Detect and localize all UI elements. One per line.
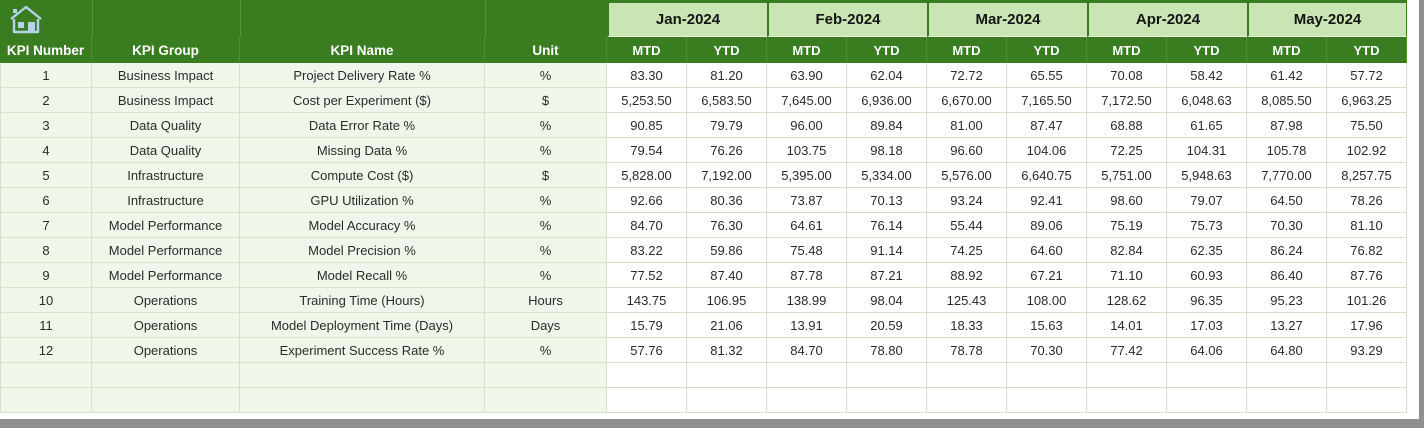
column-header-ytd[interactable]: YTD xyxy=(1167,37,1247,63)
column-header-mtd[interactable]: MTD xyxy=(927,37,1007,63)
empty-cell[interactable] xyxy=(485,363,607,388)
empty-cell[interactable] xyxy=(687,388,767,413)
value-cell[interactable]: 138.99 xyxy=(767,288,847,313)
value-cell[interactable]: 14.01 xyxy=(1087,313,1167,338)
value-cell[interactable]: 76.14 xyxy=(847,213,927,238)
value-cell[interactable]: 79.07 xyxy=(1167,188,1247,213)
value-cell[interactable]: 98.60 xyxy=(1087,188,1167,213)
unit-cell[interactable]: $ xyxy=(485,163,607,188)
value-cell[interactable]: 72.25 xyxy=(1087,138,1167,163)
value-cell[interactable]: 58.42 xyxy=(1167,63,1247,88)
corner-separator xyxy=(240,0,241,37)
value-cell[interactable]: 76.26 xyxy=(687,138,767,163)
unit-cell[interactable]: % xyxy=(485,238,607,263)
value-cell[interactable]: 7,645.00 xyxy=(767,88,847,113)
value-cell[interactable]: 86.40 xyxy=(1247,263,1327,288)
value-cell[interactable]: 106.95 xyxy=(687,288,767,313)
empty-cell[interactable] xyxy=(767,363,847,388)
value-cell[interactable]: 5,948.63 xyxy=(1167,163,1247,188)
empty-cell[interactable] xyxy=(92,363,240,388)
value-cell[interactable]: 96.35 xyxy=(1167,288,1247,313)
value-cell[interactable]: 143.75 xyxy=(607,288,687,313)
value-cell[interactable]: 82.84 xyxy=(1087,238,1167,263)
value-cell[interactable]: 93.24 xyxy=(927,188,1007,213)
kpi-name-cell[interactable]: Cost per Experiment ($) xyxy=(240,88,485,113)
column-header-ytd[interactable]: YTD xyxy=(1007,37,1087,63)
value-cell[interactable]: 75.73 xyxy=(1167,213,1247,238)
value-cell[interactable]: 72.72 xyxy=(927,63,1007,88)
month-header[interactable]: Jan-2024 xyxy=(607,0,767,37)
value-cell[interactable]: 81.10 xyxy=(1327,213,1407,238)
kpi-name-cell[interactable]: GPU Utilization % xyxy=(240,188,485,213)
horizontal-scrollbar[interactable] xyxy=(0,419,1424,428)
value-cell[interactable]: 61.42 xyxy=(1247,63,1327,88)
unit-cell[interactable]: % xyxy=(485,138,607,163)
column-header-mtd[interactable]: MTD xyxy=(607,37,687,63)
empty-cell[interactable] xyxy=(1167,388,1247,413)
month-header[interactable]: May-2024 xyxy=(1247,0,1407,37)
value-cell[interactable]: 13.91 xyxy=(767,313,847,338)
value-cell[interactable]: 5,334.00 xyxy=(847,163,927,188)
value-cell[interactable]: 87.78 xyxy=(767,263,847,288)
kpi-number-cell[interactable]: 3 xyxy=(0,113,92,138)
value-cell[interactable]: 5,751.00 xyxy=(1087,163,1167,188)
value-cell[interactable]: 6,963.25 xyxy=(1327,88,1407,113)
value-cell[interactable]: 90.85 xyxy=(607,113,687,138)
value-cell[interactable]: 64.61 xyxy=(767,213,847,238)
empty-cell[interactable] xyxy=(240,363,485,388)
empty-cell[interactable] xyxy=(927,388,1007,413)
value-cell[interactable]: 125.43 xyxy=(927,288,1007,313)
value-cell[interactable]: 64.50 xyxy=(1247,188,1327,213)
value-cell[interactable]: 98.04 xyxy=(847,288,927,313)
kpi-group-cell[interactable]: Operations xyxy=(92,338,240,363)
value-cell[interactable]: 87.76 xyxy=(1327,263,1407,288)
value-cell[interactable]: 65.55 xyxy=(1007,63,1087,88)
corner-separator xyxy=(485,0,486,37)
value-cell[interactable]: 5,395.00 xyxy=(767,163,847,188)
value-cell[interactable]: 6,048.63 xyxy=(1167,88,1247,113)
value-cell[interactable]: 74.25 xyxy=(927,238,1007,263)
value-cell[interactable]: 5,253.50 xyxy=(607,88,687,113)
kpi-name-cell[interactable]: Project Delivery Rate % xyxy=(240,63,485,88)
value-cell[interactable]: 5,828.00 xyxy=(607,163,687,188)
home-icon xyxy=(8,4,44,34)
kpi-group-cell[interactable]: Model Performance xyxy=(92,238,240,263)
kpi-number-cell[interactable]: 2 xyxy=(0,88,92,113)
value-cell[interactable]: 71.10 xyxy=(1087,263,1167,288)
empty-cell[interactable] xyxy=(847,388,927,413)
value-cell[interactable]: 83.22 xyxy=(607,238,687,263)
column-header-kpi-group[interactable]: KPI Group xyxy=(92,37,240,63)
empty-cell[interactable] xyxy=(0,388,92,413)
value-cell[interactable]: 70.30 xyxy=(1007,338,1087,363)
kpi-group-cell[interactable]: Operations xyxy=(92,288,240,313)
kpi-group-cell[interactable]: Data Quality xyxy=(92,138,240,163)
kpi-number-cell[interactable]: 8 xyxy=(0,238,92,263)
value-cell[interactable]: 64.80 xyxy=(1247,338,1327,363)
value-cell[interactable]: 55.44 xyxy=(927,213,1007,238)
value-cell[interactable]: 21.06 xyxy=(687,313,767,338)
value-cell[interactable]: 104.31 xyxy=(1167,138,1247,163)
value-cell[interactable]: 70.13 xyxy=(847,188,927,213)
value-cell[interactable]: 62.35 xyxy=(1167,238,1247,263)
kpi-group-cell[interactable]: Data Quality xyxy=(92,113,240,138)
column-header-ytd[interactable]: YTD xyxy=(847,37,927,63)
value-cell[interactable]: 88.92 xyxy=(927,263,1007,288)
value-cell[interactable]: 70.08 xyxy=(1087,63,1167,88)
kpi-group-cell[interactable]: Operations xyxy=(92,313,240,338)
empty-cell[interactable] xyxy=(92,388,240,413)
value-cell[interactable]: 15.79 xyxy=(607,313,687,338)
value-cell[interactable]: 67.21 xyxy=(1007,263,1087,288)
unit-cell[interactable]: Hours xyxy=(485,288,607,313)
kpi-group-cell[interactable]: Infrastructure xyxy=(92,188,240,213)
value-cell[interactable]: 96.00 xyxy=(767,113,847,138)
month-header[interactable]: Apr-2024 xyxy=(1087,0,1247,37)
value-cell[interactable]: 89.84 xyxy=(847,113,927,138)
value-cell[interactable]: 75.50 xyxy=(1327,113,1407,138)
vertical-scrollbar[interactable] xyxy=(1419,0,1424,428)
value-cell[interactable]: 64.06 xyxy=(1167,338,1247,363)
kpi-number-cell[interactable]: 9 xyxy=(0,263,92,288)
value-cell[interactable]: 81.32 xyxy=(687,338,767,363)
value-cell[interactable]: 57.76 xyxy=(607,338,687,363)
empty-cell[interactable] xyxy=(1167,363,1247,388)
value-cell[interactable]: 7,172.50 xyxy=(1087,88,1167,113)
empty-cell[interactable] xyxy=(687,363,767,388)
value-cell[interactable]: 13.27 xyxy=(1247,313,1327,338)
empty-cell[interactable] xyxy=(607,363,687,388)
kpi-number-cell[interactable]: 12 xyxy=(0,338,92,363)
value-cell[interactable]: 80.36 xyxy=(687,188,767,213)
kpi-name-cell[interactable]: Model Recall % xyxy=(240,263,485,288)
value-cell[interactable]: 95.23 xyxy=(1247,288,1327,313)
value-cell[interactable]: 96.60 xyxy=(927,138,1007,163)
empty-cell[interactable] xyxy=(607,388,687,413)
kpi-number-cell[interactable]: 6 xyxy=(0,188,92,213)
empty-cell[interactable] xyxy=(927,363,1007,388)
value-cell[interactable]: 75.19 xyxy=(1087,213,1167,238)
column-header-ytd[interactable]: YTD xyxy=(687,37,767,63)
kpi-number-cell[interactable]: 4 xyxy=(0,138,92,163)
corner-separator xyxy=(92,0,93,37)
value-cell[interactable]: 79.54 xyxy=(607,138,687,163)
value-cell[interactable]: 89.06 xyxy=(1007,213,1087,238)
empty-cell[interactable] xyxy=(1247,388,1327,413)
unit-cell[interactable]: % xyxy=(485,188,607,213)
value-cell[interactable]: 20.59 xyxy=(847,313,927,338)
unit-cell[interactable]: % xyxy=(485,113,607,138)
value-cell[interactable]: 7,165.50 xyxy=(1007,88,1087,113)
column-header-unit[interactable]: Unit xyxy=(485,37,607,63)
empty-cell[interactable] xyxy=(1087,363,1167,388)
empty-cell[interactable] xyxy=(767,388,847,413)
value-cell[interactable]: 87.47 xyxy=(1007,113,1087,138)
kpi-name-cell[interactable]: Model Deployment Time (Days) xyxy=(240,313,485,338)
empty-cell[interactable] xyxy=(240,388,485,413)
column-header-kpi-number[interactable]: KPI Number xyxy=(0,37,92,63)
column-header-mtd[interactable]: MTD xyxy=(767,37,847,63)
value-cell[interactable]: 17.96 xyxy=(1327,313,1407,338)
value-cell[interactable]: 76.82 xyxy=(1327,238,1407,263)
value-cell[interactable]: 73.87 xyxy=(767,188,847,213)
unit-cell[interactable]: $ xyxy=(485,88,607,113)
kpi-number-cell[interactable]: 1 xyxy=(0,63,92,88)
empty-cell[interactable] xyxy=(0,363,92,388)
kpi-group-cell[interactable]: Model Performance xyxy=(92,263,240,288)
value-cell[interactable]: 103.75 xyxy=(767,138,847,163)
kpi-name-cell[interactable]: Missing Data % xyxy=(240,138,485,163)
empty-cell[interactable] xyxy=(1327,388,1407,413)
kpi-group-cell[interactable]: Infrastructure xyxy=(92,163,240,188)
empty-cell[interactable] xyxy=(1007,363,1087,388)
unit-cell[interactable]: % xyxy=(485,63,607,88)
value-cell[interactable]: 108.00 xyxy=(1007,288,1087,313)
value-cell[interactable]: 101.26 xyxy=(1327,288,1407,313)
value-cell[interactable]: 92.66 xyxy=(607,188,687,213)
month-header[interactable]: Feb-2024 xyxy=(767,0,927,37)
empty-cell[interactable] xyxy=(847,363,927,388)
header-corner-block xyxy=(0,0,607,37)
kpi-name-cell[interactable]: Model Precision % xyxy=(240,238,485,263)
column-header-mtd[interactable]: MTD xyxy=(1087,37,1167,63)
value-cell[interactable]: 59.86 xyxy=(687,238,767,263)
value-cell[interactable]: 17.03 xyxy=(1167,313,1247,338)
value-cell[interactable]: 81.00 xyxy=(927,113,1007,138)
value-cell[interactable]: 84.70 xyxy=(767,338,847,363)
unit-cell[interactable]: % xyxy=(485,338,607,363)
kpi-name-cell[interactable]: Compute Cost ($) xyxy=(240,163,485,188)
value-cell[interactable]: 5,576.00 xyxy=(927,163,1007,188)
empty-cell[interactable] xyxy=(485,388,607,413)
column-header-ytd[interactable]: YTD xyxy=(1327,37,1407,63)
kpi-name-cell[interactable]: Data Error Rate % xyxy=(240,113,485,138)
empty-cell[interactable] xyxy=(1007,388,1087,413)
value-cell[interactable]: 93.29 xyxy=(1327,338,1407,363)
value-cell[interactable]: 83.30 xyxy=(607,63,687,88)
kpi-name-cell[interactable]: Experiment Success Rate % xyxy=(240,338,485,363)
value-cell[interactable]: 77.52 xyxy=(607,263,687,288)
value-cell[interactable]: 86.24 xyxy=(1247,238,1327,263)
value-cell[interactable]: 105.78 xyxy=(1247,138,1327,163)
value-cell[interactable]: 102.92 xyxy=(1327,138,1407,163)
kpi-group-cell[interactable]: Model Performance xyxy=(92,213,240,238)
value-cell[interactable]: 92.41 xyxy=(1007,188,1087,213)
value-cell[interactable]: 87.98 xyxy=(1247,113,1327,138)
value-cell[interactable]: 6,670.00 xyxy=(927,88,1007,113)
kpi-name-cell[interactable]: Model Accuracy % xyxy=(240,213,485,238)
unit-cell[interactable]: % xyxy=(485,263,607,288)
value-cell[interactable]: 78.26 xyxy=(1327,188,1407,213)
value-cell[interactable]: 61.65 xyxy=(1167,113,1247,138)
value-cell[interactable]: 63.90 xyxy=(767,63,847,88)
value-cell[interactable]: 75.48 xyxy=(767,238,847,263)
empty-cell[interactable] xyxy=(1247,363,1327,388)
home-button[interactable] xyxy=(6,3,46,35)
column-header-kpi-name[interactable]: KPI Name xyxy=(240,37,485,63)
empty-cell[interactable] xyxy=(1327,363,1407,388)
value-cell[interactable]: 15.63 xyxy=(1007,313,1087,338)
value-cell[interactable]: 104.06 xyxy=(1007,138,1087,163)
value-cell[interactable]: 6,583.50 xyxy=(687,88,767,113)
empty-cell[interactable] xyxy=(1087,388,1167,413)
value-cell[interactable]: 91.14 xyxy=(847,238,927,263)
value-cell[interactable]: 8,085.50 xyxy=(1247,88,1327,113)
value-cell[interactable]: 98.18 xyxy=(847,138,927,163)
value-cell[interactable]: 128.62 xyxy=(1087,288,1167,313)
value-cell[interactable]: 60.93 xyxy=(1167,263,1247,288)
unit-cell[interactable]: Days xyxy=(485,313,607,338)
kpi-number-cell[interactable]: 5 xyxy=(0,163,92,188)
value-cell[interactable]: 87.40 xyxy=(687,263,767,288)
value-cell[interactable]: 77.42 xyxy=(1087,338,1167,363)
kpi-number-cell[interactable]: 7 xyxy=(0,213,92,238)
value-cell[interactable]: 64.60 xyxy=(1007,238,1087,263)
month-header[interactable]: Mar-2024 xyxy=(927,0,1087,37)
kpi-number-cell[interactable]: 11 xyxy=(0,313,92,338)
value-cell[interactable]: 7,770.00 xyxy=(1247,163,1327,188)
value-cell[interactable]: 84.70 xyxy=(607,213,687,238)
kpi-name-cell[interactable]: Training Time (Hours) xyxy=(240,288,485,313)
value-cell[interactable]: 18.33 xyxy=(927,313,1007,338)
value-cell[interactable]: 81.20 xyxy=(687,63,767,88)
unit-cell[interactable]: % xyxy=(485,213,607,238)
value-cell[interactable]: 57.72 xyxy=(1327,63,1407,88)
value-cell[interactable]: 76.30 xyxy=(687,213,767,238)
value-cell[interactable]: 78.78 xyxy=(927,338,1007,363)
kpi-group-cell[interactable]: Business Impact xyxy=(92,63,240,88)
column-header-mtd[interactable]: MTD xyxy=(1247,37,1327,63)
value-cell[interactable]: 7,192.00 xyxy=(687,163,767,188)
value-cell[interactable]: 8,257.75 xyxy=(1327,163,1407,188)
value-cell[interactable]: 78.80 xyxy=(847,338,927,363)
value-cell[interactable]: 6,936.00 xyxy=(847,88,927,113)
value-cell[interactable]: 87.21 xyxy=(847,263,927,288)
kpi-number-cell[interactable]: 10 xyxy=(0,288,92,313)
value-cell[interactable]: 79.79 xyxy=(687,113,767,138)
value-cell[interactable]: 70.30 xyxy=(1247,213,1327,238)
value-cell[interactable]: 6,640.75 xyxy=(1007,163,1087,188)
value-cell[interactable]: 68.88 xyxy=(1087,113,1167,138)
kpi-group-cell[interactable]: Business Impact xyxy=(92,88,240,113)
value-cell[interactable]: 62.04 xyxy=(847,63,927,88)
